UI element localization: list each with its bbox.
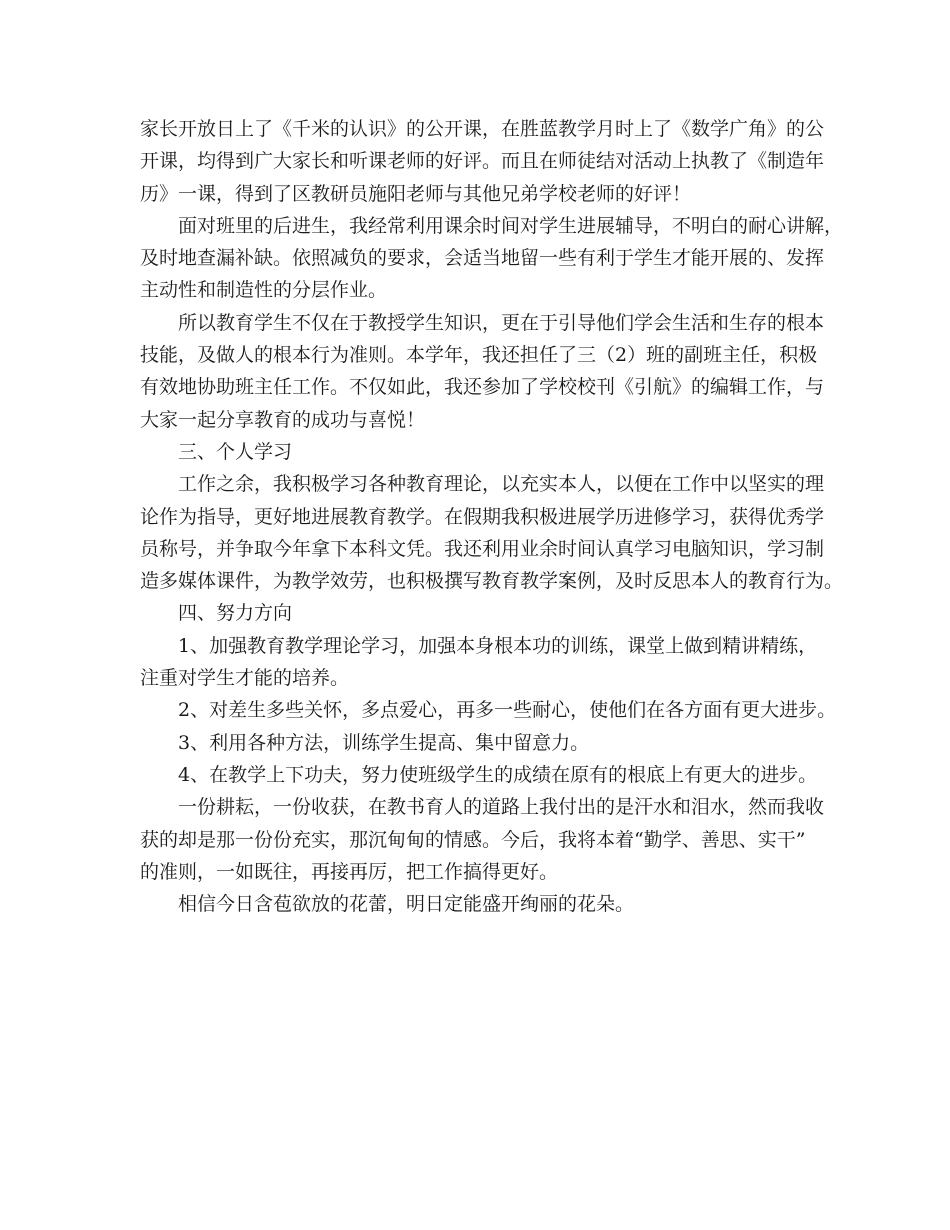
text-line: 员称号，并争取今年拿下本科文凭。我还利用业余时间认真学习电脑知识，学习制 xyxy=(140,537,825,560)
section-heading xyxy=(140,597,820,629)
text-line: 3、利用各种方法，训练学生提高、集中留意力。 xyxy=(178,731,590,754)
text-line: 论作为指导，更好地进展教育教学。在假期我积极进展学历进修学习，获得优秀学 xyxy=(140,505,825,528)
body-paragraph xyxy=(140,113,825,210)
document-body xyxy=(140,113,844,920)
text-line: 一份耕耘，一份收获，在教书育人的道路上我付出的是汗水和泪水，然而我收 xyxy=(178,796,825,819)
body-paragraph xyxy=(140,210,844,307)
text-line: 主动性和制造性的分层作业。 xyxy=(140,279,388,302)
text-line: 三、个人学习 xyxy=(178,440,293,463)
text-line: 2、对差生多些关怀，多点爱心，再多一些耐心，使他们在各方面有更大进步。 xyxy=(178,699,837,722)
text-line: 4、在教学上下功夫，努力使班级学生的成绩在原有的根底上有更大的进步。 xyxy=(178,763,818,786)
text-line: 的准则，一如既往，再接再厉，把工作搞得更好。 xyxy=(140,860,559,883)
text-line: 造多媒体课件，为教学效劳，也积极撰写教育教学案例，及时反思本人的教育行为。 xyxy=(140,570,844,593)
text-line: 获的却是那一份份充实，那沉甸甸的情感。今后，我将本着“勤学、善思、实干” xyxy=(140,828,806,851)
text-line: 及时地查漏补缺。依照减负的要求，会适当地留一些有利于学生才能开展的、发挥 xyxy=(140,247,825,270)
section-heading xyxy=(140,436,820,468)
body-paragraph xyxy=(140,468,844,597)
list-item xyxy=(140,759,820,791)
text-line: 历》一课，得到了区教研员施阳老师与其他兄弟学校老师的好评！ xyxy=(140,182,692,205)
text-line: 技能，及做人的根本行为准则。本学年，我还担任了三（2）班的副班主任，积极 xyxy=(140,344,818,367)
text-line: 家长开放日上了《千米的认识》的公开课，在胜蓝教学月时上了《数学广角》的公 xyxy=(140,118,825,140)
text-line: 工作之余，我积极学习各种教育理论，以充实本人，以便在工作中以坚实的理 xyxy=(178,473,825,496)
text-line: 有效地协助班主任工作。不仅如此，我还参加了学校校刊《引航》的编辑工作，与 xyxy=(140,376,825,399)
text-line: 注重对学生才能的培养。 xyxy=(140,667,350,690)
text-line: 所以教育学生不仅在于教授学生知识，更在于引导他们学会生活和生存的根本 xyxy=(178,311,825,334)
text-line: 大家一起分享教育的成功与喜悦！ xyxy=(140,408,426,431)
list-item xyxy=(140,630,820,695)
list-item xyxy=(140,694,837,726)
body-paragraph xyxy=(140,307,825,436)
body-paragraph xyxy=(140,791,825,888)
body-paragraph xyxy=(140,888,820,920)
text-line: 1、加强教育教学理论学习，加强本身根本功的训练，课堂上做到精讲精练， xyxy=(178,634,818,657)
list-item xyxy=(140,727,820,759)
text-line: 面对班里的后进生，我经常利用课余时间对学生进展辅导，不明白的耐心讲解， xyxy=(178,214,844,237)
text-line: 相信今日含苞欲放的花蕾，明日定能盛开绚丽的花朵。 xyxy=(178,893,635,916)
text-line: 四、努力方向 xyxy=(178,602,293,625)
text-line: 开课，均得到广大家长和听课老师的好评。而且在师徒结对活动上执教了《制造年 xyxy=(140,150,825,173)
